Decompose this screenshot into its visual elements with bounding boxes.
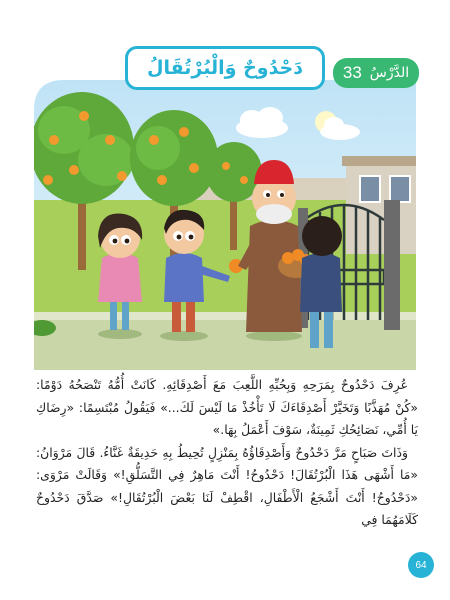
path bbox=[34, 320, 416, 370]
story-text bbox=[36, 374, 418, 532]
lesson-number: 33 bbox=[342, 63, 362, 82]
gate-post bbox=[384, 200, 400, 330]
paragraph: وَذَاتَ صَبَاحٍ مَرَّ دَحْدُوحٌ وَأَصْدِقَاؤُهُ بِمَنْزِلٍ تُحِيطُ بِهِ حَدِيقَةٌ غَنَّاءُ. قَالَ مَرْوَانُ: «مَا أَشْهَى هَذَا الْبُرْتُقَالَ! دَحْدُوحُ! أَنْتَ مَاهِرٌ فِي التَّسَلُّقِ!» وَقَالَتْ مَرْوَى: «دَحْدُوحُ! أَنْتَ أَشْجَعُ الْأَطْفَالِ، اقْطِفْ لَنَا بَعْضَ الْبُرْتُقَالِ!» صَدَّقَ دَحْدُوحٌ كَلَامَهُمَا فِي bbox=[36, 444, 418, 527]
story-illustration bbox=[34, 80, 416, 370]
lesson-badge bbox=[333, 58, 419, 88]
page-number: 64 bbox=[408, 552, 434, 578]
lesson-title: دَحْدُوحٌ وَالْبُرْتُقَالُ bbox=[147, 57, 303, 79]
lesson-title-box bbox=[125, 46, 325, 90]
lesson-label: الدَّرْسُ bbox=[369, 65, 410, 81]
paragraph: عُرِفَ دَحْدُوحٌ بِمَرَحِهِ وَبِحُبِّهِ اللَّعِبَ مَعَ أَصْدِقَائِهِ. كَانَتْ أُمُّهُ تَنْصَحُهُ دَوْمًا: «كُنْ مُهَذَّبًا وَتَخَيَّرْ أَصْدِقَاءَكَ لَا تَأْخُذْ مَا لَيْسَ لَكَ...» فَيَقُولُ مُبْتَسِمًا: «رِضَاكِ يَا أُمِّي، نَصَائِحُكِ ثَمِينَةٌ، سَوْفَ أَعْمَلُ بِهَا.» bbox=[36, 377, 418, 437]
